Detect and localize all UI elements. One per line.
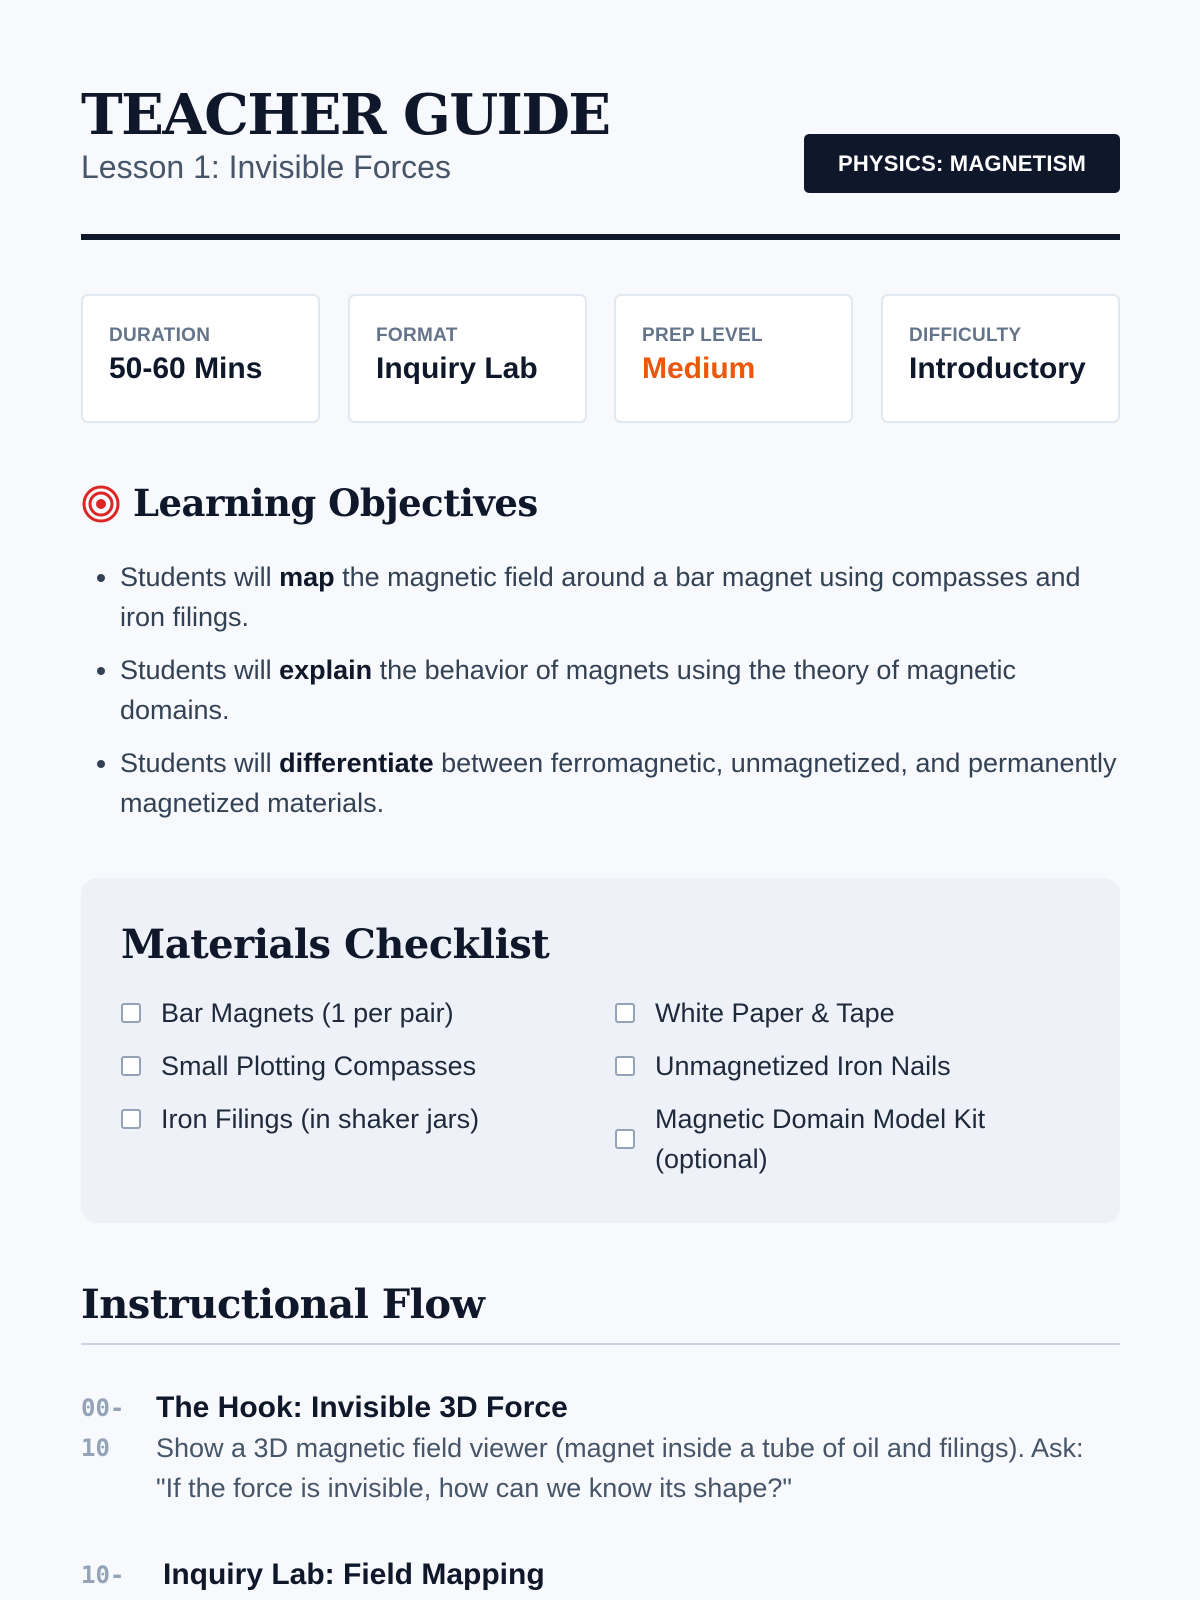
checklist-item[interactable] bbox=[615, 1099, 1035, 1179]
checkbox[interactable] bbox=[121, 1003, 141, 1023]
checklist-item[interactable] bbox=[121, 1046, 581, 1086]
checkbox[interactable] bbox=[615, 1003, 635, 1023]
checklist-item[interactable] bbox=[615, 1046, 1035, 1086]
objective-keyword: differentiate bbox=[279, 748, 434, 778]
meta-value: Medium bbox=[642, 352, 756, 385]
objective-text: the magnetic field around a bar magnet using compasses and iron filings. bbox=[120, 562, 1081, 632]
meta-label: DIFFICULTY bbox=[909, 325, 1022, 346]
flow-heading: Instructional Flow bbox=[81, 1281, 485, 1328]
objective-text: the behavior of magnets using the theory of magnetic domains. bbox=[120, 655, 1017, 725]
objectives-heading bbox=[81, 480, 538, 526]
meta-card-difficulty bbox=[881, 294, 1120, 423]
meta-card-format bbox=[348, 294, 587, 423]
checklist-item[interactable] bbox=[615, 993, 1035, 1033]
checklist-item[interactable] bbox=[121, 1099, 581, 1139]
objective-lead: Students will bbox=[120, 655, 280, 685]
objectives-list bbox=[90, 557, 1120, 836]
checkbox[interactable] bbox=[121, 1109, 141, 1129]
checklist-item[interactable] bbox=[121, 993, 581, 1033]
flow-step bbox=[81, 1388, 1120, 1518]
checklist-item-label: Iron Filings (in shaker jars) bbox=[161, 1104, 480, 1134]
meta-card-prep-level bbox=[614, 294, 853, 423]
checkbox[interactable] bbox=[121, 1056, 141, 1076]
lesson-subtitle: Lesson 1: Invisible Forces bbox=[81, 149, 451, 185]
meta-label: DURATION bbox=[109, 325, 211, 346]
subject-badge: PHYSICS: MAGNETISM bbox=[804, 134, 1120, 193]
meta-label: FORMAT bbox=[376, 325, 458, 346]
objective-lead: Students will bbox=[120, 748, 280, 778]
objectives-heading-text: Learning Objectives bbox=[133, 481, 538, 525]
list-item bbox=[120, 557, 1120, 637]
objective-keyword: explain bbox=[279, 655, 373, 685]
target-icon-svg bbox=[81, 484, 121, 524]
page-title: TEACHER GUIDE bbox=[81, 82, 610, 148]
flow-step-time: 10- bbox=[81, 1561, 125, 1589]
flow-step-title: Inquiry Lab: Field Mapping bbox=[163, 1558, 545, 1591]
objective-text: between ferromagnetic, unmagnetized, and permanently magnetized materials. bbox=[120, 748, 1117, 818]
objective-lead: Students will bbox=[120, 562, 280, 592]
header-divider bbox=[81, 234, 1120, 240]
flow-step-description: Show a 3D magnetic field viewer (magnet inside a tube of oil and filings). Ask: "If the force is invisible, how can we know its shape?" bbox=[156, 1433, 1084, 1503]
meta-value: 50-60 Mins bbox=[109, 352, 263, 385]
checkbox[interactable] bbox=[615, 1129, 635, 1149]
meta-value: Introductory bbox=[909, 352, 1086, 385]
flow-step-time: 00-10 bbox=[81, 1394, 125, 1462]
materials-checklist-panel bbox=[81, 878, 1120, 1223]
flow-divider bbox=[81, 1343, 1120, 1345]
materials-column-right bbox=[615, 993, 1035, 1192]
checklist-item-label: Magnetic Domain Model Kit (optional) bbox=[655, 1104, 986, 1174]
flow-step bbox=[81, 1555, 1120, 1600]
meta-label: PREP LEVEL bbox=[642, 325, 763, 346]
materials-heading: Materials Checklist bbox=[121, 921, 550, 968]
checklist-item-label: Bar Magnets (1 per pair) bbox=[161, 998, 454, 1028]
flow-step-title: The Hook: Invisible 3D Force bbox=[156, 1391, 568, 1424]
list-item bbox=[120, 650, 1120, 730]
lesson-meta-row bbox=[81, 294, 1120, 423]
checklist-item-label: Small Plotting Compasses bbox=[161, 1051, 477, 1081]
checklist-item-label: Unmagnetized Iron Nails bbox=[655, 1051, 951, 1081]
meta-value: Inquiry Lab bbox=[376, 352, 538, 385]
list-item bbox=[120, 743, 1120, 823]
checkbox[interactable] bbox=[615, 1056, 635, 1076]
meta-card-duration bbox=[81, 294, 320, 423]
objective-keyword: map bbox=[279, 562, 335, 592]
checklist-item-label: White Paper & Tape bbox=[655, 998, 895, 1028]
target-icon bbox=[81, 484, 121, 524]
materials-column-left bbox=[121, 993, 581, 1152]
page-header bbox=[81, 80, 1120, 240]
